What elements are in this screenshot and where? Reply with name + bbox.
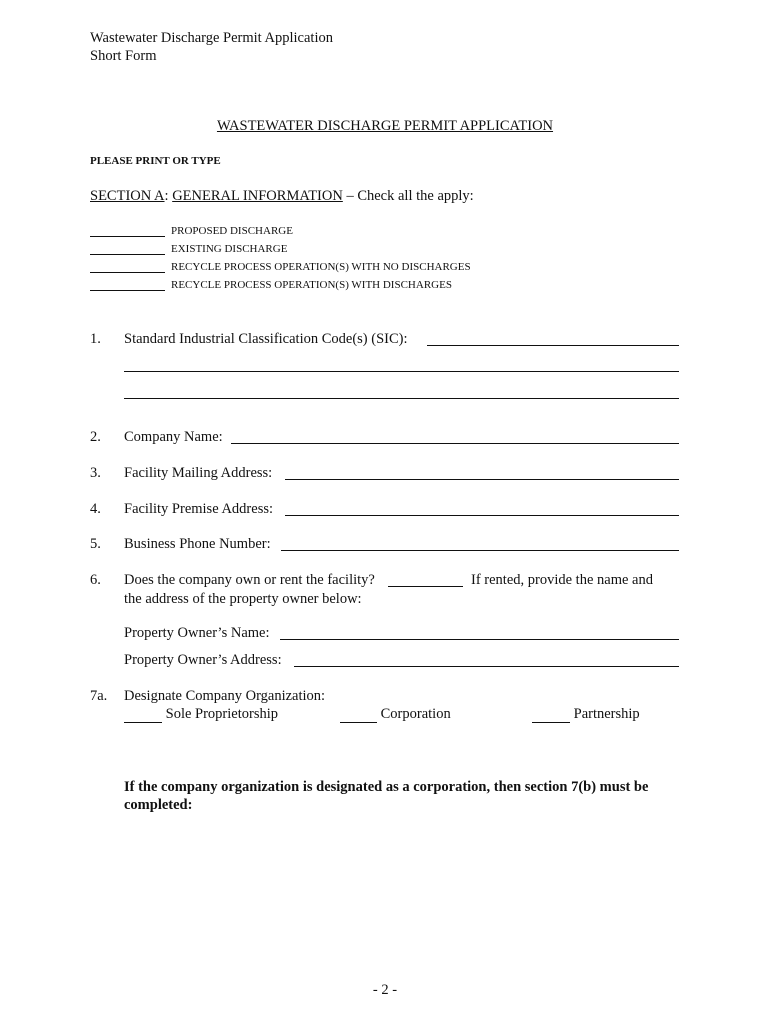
mailing-address-field[interactable] bbox=[285, 479, 679, 480]
q6-number: 6. bbox=[90, 572, 101, 588]
owner-address-field[interactable] bbox=[294, 666, 679, 667]
header-line-1: Wastewater Discharge Permit Application bbox=[90, 30, 333, 46]
check-blank[interactable] bbox=[90, 279, 165, 291]
q2-label: Company Name: bbox=[124, 429, 223, 445]
check-blank[interactable] bbox=[90, 225, 165, 237]
check-option-label: PROPOSED DISCHARGE bbox=[171, 225, 293, 237]
check-option-existing bbox=[90, 243, 287, 261]
q7a-label: Designate Company Organization: bbox=[124, 688, 326, 704]
org-blank[interactable] bbox=[340, 710, 377, 723]
check-option-proposed bbox=[90, 225, 293, 243]
header-line-2: Short Form bbox=[90, 48, 157, 64]
section-a-label: SECTION A bbox=[90, 188, 165, 204]
check-option-label: RECYCLE PROCESS OPERATION(S) WITH DISCHARGES bbox=[171, 279, 452, 291]
org-blank[interactable] bbox=[124, 710, 162, 723]
owner-address-label: Property Owner’s Address: bbox=[124, 652, 282, 668]
q2-number: 2. bbox=[90, 429, 101, 445]
q1-number: 1. bbox=[90, 331, 101, 347]
check-blank[interactable] bbox=[90, 243, 165, 255]
q6-label-b: If rented, provide the name and bbox=[471, 572, 653, 588]
org-option-partnership bbox=[532, 706, 640, 723]
org-option-corporation bbox=[340, 706, 451, 723]
q5-number: 5. bbox=[90, 536, 101, 552]
org-option-label: Corporation bbox=[380, 706, 451, 722]
check-option-label: RECYCLE PROCESS OPERATION(S) WITH NO DISCHARGES bbox=[171, 261, 471, 273]
page-number: - 2 - bbox=[372, 982, 398, 998]
corporation-note: If the company organization is designated as a corporation, then section 7(b) must be completed: bbox=[124, 779, 649, 813]
section-a-heading bbox=[90, 188, 474, 205]
check-option-recycle-discharge bbox=[90, 279, 452, 297]
q4-number: 4. bbox=[90, 501, 101, 517]
org-option-label: Partnership bbox=[573, 706, 640, 722]
q6-label-c: the address of the property owner below: bbox=[124, 591, 362, 607]
check-option-label: EXISTING DISCHARGE bbox=[171, 243, 288, 255]
phone-number-field[interactable] bbox=[281, 550, 679, 551]
q3-number: 3. bbox=[90, 465, 101, 481]
q1-field[interactable] bbox=[427, 345, 679, 346]
org-option-sole bbox=[124, 706, 278, 723]
owner-name-field[interactable] bbox=[280, 639, 679, 640]
q1-field-line-3[interactable] bbox=[124, 398, 679, 399]
section-a-suffix: – Check all the apply: bbox=[342, 188, 474, 204]
org-option-label: Sole Proprietorship bbox=[165, 706, 278, 722]
premise-address-field[interactable] bbox=[285, 515, 679, 516]
company-name-field[interactable] bbox=[231, 443, 679, 444]
org-blank[interactable] bbox=[532, 710, 570, 723]
q6-label-a: Does the company own or rent the facility? bbox=[124, 572, 375, 588]
section-a-colon: : bbox=[164, 188, 169, 204]
check-option-recycle-no-discharge bbox=[90, 261, 471, 279]
own-or-rent-field[interactable] bbox=[388, 586, 463, 587]
check-blank[interactable] bbox=[90, 261, 165, 273]
print-instruction: PLEASE PRINT OR TYPE bbox=[90, 155, 221, 167]
document-title: WASTEWATER DISCHARGE PERMIT APPLICATION bbox=[216, 118, 554, 134]
q1-label: Standard Industrial Classification Code(s) (SIC): bbox=[124, 331, 408, 347]
q1-field-line-2[interactable] bbox=[124, 371, 679, 372]
q7a-number: 7a. bbox=[90, 688, 108, 704]
q3-label: Facility Mailing Address: bbox=[124, 465, 273, 481]
owner-name-label: Property Owner’s Name: bbox=[124, 625, 270, 641]
q4-label: Facility Premise Address: bbox=[124, 501, 274, 517]
section-a-name: GENERAL INFORMATION bbox=[172, 188, 343, 204]
q5-label: Business Phone Number: bbox=[124, 536, 271, 552]
